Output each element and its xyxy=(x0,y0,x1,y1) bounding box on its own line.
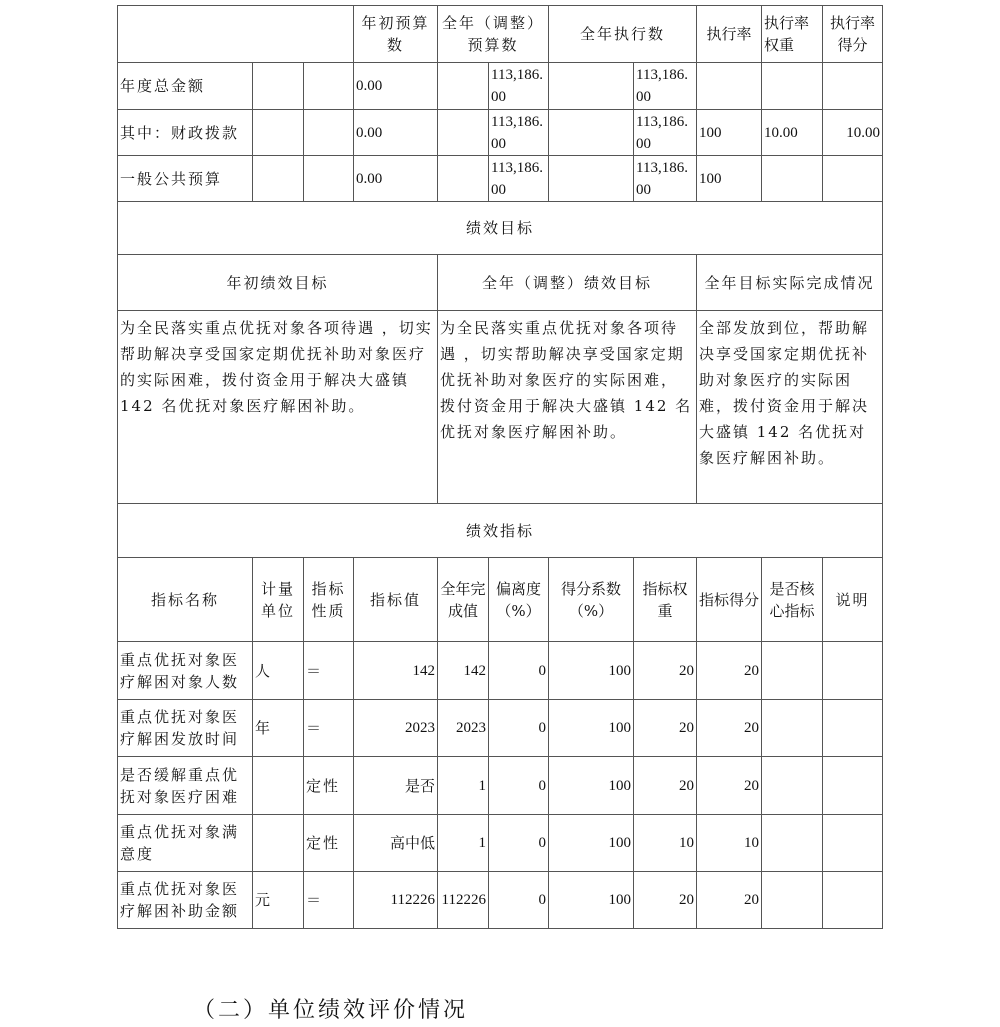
indicator-deviation: 0 xyxy=(489,815,549,872)
budget-score xyxy=(823,156,883,202)
indicator-core xyxy=(762,815,823,872)
budget-adjusted: 113,186.00 xyxy=(489,110,549,156)
budget-executed: 113,186.00 xyxy=(634,63,697,110)
budget-initial: 0.00 xyxy=(354,63,438,110)
budget-label: 年度总金额 xyxy=(118,63,253,110)
indicator-score: 20 xyxy=(697,642,762,700)
budget-score xyxy=(823,63,883,110)
indicator-target: 2023 xyxy=(354,700,438,757)
budget-header-blank xyxy=(118,6,354,63)
indicator-weight: 20 xyxy=(634,757,697,815)
indicator-name: 重点优抚对象满意度 xyxy=(118,815,253,872)
section-subheading: （二）单位绩效评价情况 xyxy=(193,998,469,1023)
indicator-unit: 人 xyxy=(253,642,304,700)
header-actual-value: 全年完成值 xyxy=(438,558,489,642)
indicators-section-title: 绩效指标 xyxy=(118,504,883,558)
goals-title-row xyxy=(118,202,883,255)
header-unit: 计量单位 xyxy=(253,558,304,642)
indicator-score: 20 xyxy=(697,700,762,757)
indicator-core xyxy=(762,757,823,815)
indicator-weight: 10 xyxy=(634,815,697,872)
header-indicator-name: 指标名称 xyxy=(118,558,253,642)
header-note: 说明 xyxy=(823,558,883,642)
budget-rate: 100 xyxy=(697,156,762,202)
indicator-row xyxy=(118,757,883,815)
header-exec-score: 执行率得分 xyxy=(823,6,883,63)
header-weight: 指标权重 xyxy=(634,558,697,642)
indicator-row xyxy=(118,872,883,929)
indicator-unit: 元 xyxy=(253,872,304,929)
budget-initial: 0.00 xyxy=(354,156,438,202)
performance-table xyxy=(117,5,883,929)
indicator-row xyxy=(118,815,883,872)
header-core: 是否核心指标 xyxy=(762,558,823,642)
indicator-coef: 100 xyxy=(549,815,634,872)
indicator-weight: 20 xyxy=(634,872,697,929)
goals-section-title: 绩效目标 xyxy=(118,202,883,255)
indicator-name: 是否缓解重点优抚对象医疗困难 xyxy=(118,757,253,815)
budget-adjusted: 113,186.00 xyxy=(489,63,549,110)
budget-label: 其中：财政拨款 xyxy=(118,110,253,156)
indicator-actual: 142 xyxy=(438,642,489,700)
header-deviation: 偏离度（%） xyxy=(489,558,549,642)
indicator-score: 20 xyxy=(697,872,762,929)
indicator-unit xyxy=(253,815,304,872)
header-coef: 得分系数（%） xyxy=(549,558,634,642)
budget-executed: 113,186.00 xyxy=(634,156,697,202)
budget-adjusted: 113,186.00 xyxy=(489,156,549,202)
indicator-coef: 100 xyxy=(549,872,634,929)
indicator-unit xyxy=(253,757,304,815)
indicator-actual: 1 xyxy=(438,815,489,872)
budget-row xyxy=(118,110,883,156)
actual-completion-text: 全部发放到位，帮助解决享受国家定期优抚补助对象医疗的实际困难，拨付资金用于解决大盛镇 142 名优抚对象医疗解困补助。 xyxy=(697,311,883,504)
indicator-note xyxy=(823,872,883,929)
indicator-unit: 年 xyxy=(253,700,304,757)
indicator-row xyxy=(118,642,883,700)
indicator-note xyxy=(823,815,883,872)
budget-rate: 100 xyxy=(697,110,762,156)
header-initial-budget: 年初预算数 xyxy=(354,6,438,63)
indicators-header-row xyxy=(118,558,883,642)
budget-row xyxy=(118,156,883,202)
budget-weight xyxy=(762,156,823,202)
indicators-title-row xyxy=(118,504,883,558)
budget-header-row xyxy=(118,6,883,63)
header-initial-goal: 年初绩效目标 xyxy=(118,255,438,311)
indicator-deviation: 0 xyxy=(489,642,549,700)
adjusted-goal-text: 为全民落实重点优抚对象各项待遇 ，切实帮助解决享受国家定期优抚补助对象医疗的实际困难，拨付资金用于解决大盛镇 142 名优抚对象医疗解困补助。 xyxy=(438,311,697,504)
indicator-actual: 112226 xyxy=(438,872,489,929)
header-executed: 全年执行数 xyxy=(549,6,697,63)
indicator-target: 142 xyxy=(354,642,438,700)
indicator-nature: ＝ xyxy=(304,872,354,929)
indicator-nature: ＝ xyxy=(304,700,354,757)
indicator-note xyxy=(823,642,883,700)
indicator-core xyxy=(762,700,823,757)
indicator-core xyxy=(762,642,823,700)
goals-header-row xyxy=(118,255,883,311)
indicator-name: 重点优抚对象医疗解困对象人数 xyxy=(118,642,253,700)
indicator-weight: 20 xyxy=(634,700,697,757)
budget-weight xyxy=(762,63,823,110)
indicator-target: 高中低 xyxy=(354,815,438,872)
header-actual-completion: 全年目标实际完成情况 xyxy=(697,255,883,311)
budget-rate xyxy=(697,63,762,110)
indicator-note xyxy=(823,757,883,815)
header-adjusted-budget: 全年（调整）预算数 xyxy=(438,6,549,63)
header-score: 指标得分 xyxy=(697,558,762,642)
goals-content-row xyxy=(118,311,883,504)
indicator-coef: 100 xyxy=(549,757,634,815)
indicator-actual: 2023 xyxy=(438,700,489,757)
budget-score: 10.00 xyxy=(823,110,883,156)
header-adjusted-goal: 全年（调整）绩效目标 xyxy=(438,255,697,311)
indicator-score: 10 xyxy=(697,815,762,872)
indicator-deviation: 0 xyxy=(489,872,549,929)
indicator-nature: ＝ xyxy=(304,642,354,700)
header-target: 指标值 xyxy=(354,558,438,642)
budget-executed: 113,186.00 xyxy=(634,110,697,156)
indicator-coef: 100 xyxy=(549,700,634,757)
indicator-note xyxy=(823,700,883,757)
indicator-name: 重点优抚对象医疗解困补助金额 xyxy=(118,872,253,929)
budget-initial: 0.00 xyxy=(354,110,438,156)
initial-goal-text: 为全民落实重点优抚对象各项待遇 ，切实帮助解决享受国家定期优抚补助对象医疗的实际困难，拨付资金用于解决大盛镇 142 名优抚对象医疗解困补助。 xyxy=(118,311,438,504)
budget-weight: 10.00 xyxy=(762,110,823,156)
indicator-score: 20 xyxy=(697,757,762,815)
indicator-target: 是否 xyxy=(354,757,438,815)
indicator-nature: 定性 xyxy=(304,815,354,872)
indicator-deviation: 0 xyxy=(489,757,549,815)
indicator-core xyxy=(762,872,823,929)
indicator-coef: 100 xyxy=(549,642,634,700)
header-exec-weight: 执行率权重 xyxy=(762,6,823,63)
indicator-target: 112226 xyxy=(354,872,438,929)
indicator-row xyxy=(118,700,883,757)
indicator-weight: 20 xyxy=(634,642,697,700)
indicator-nature: 定性 xyxy=(304,757,354,815)
header-nature: 指标性质 xyxy=(304,558,354,642)
budget-row xyxy=(118,63,883,110)
budget-label: 一般公共预算 xyxy=(118,156,253,202)
indicator-actual: 1 xyxy=(438,757,489,815)
header-exec-rate: 执行率 xyxy=(697,6,762,63)
indicator-deviation: 0 xyxy=(489,700,549,757)
indicator-name: 重点优抚对象医疗解困发放时间 xyxy=(118,700,253,757)
